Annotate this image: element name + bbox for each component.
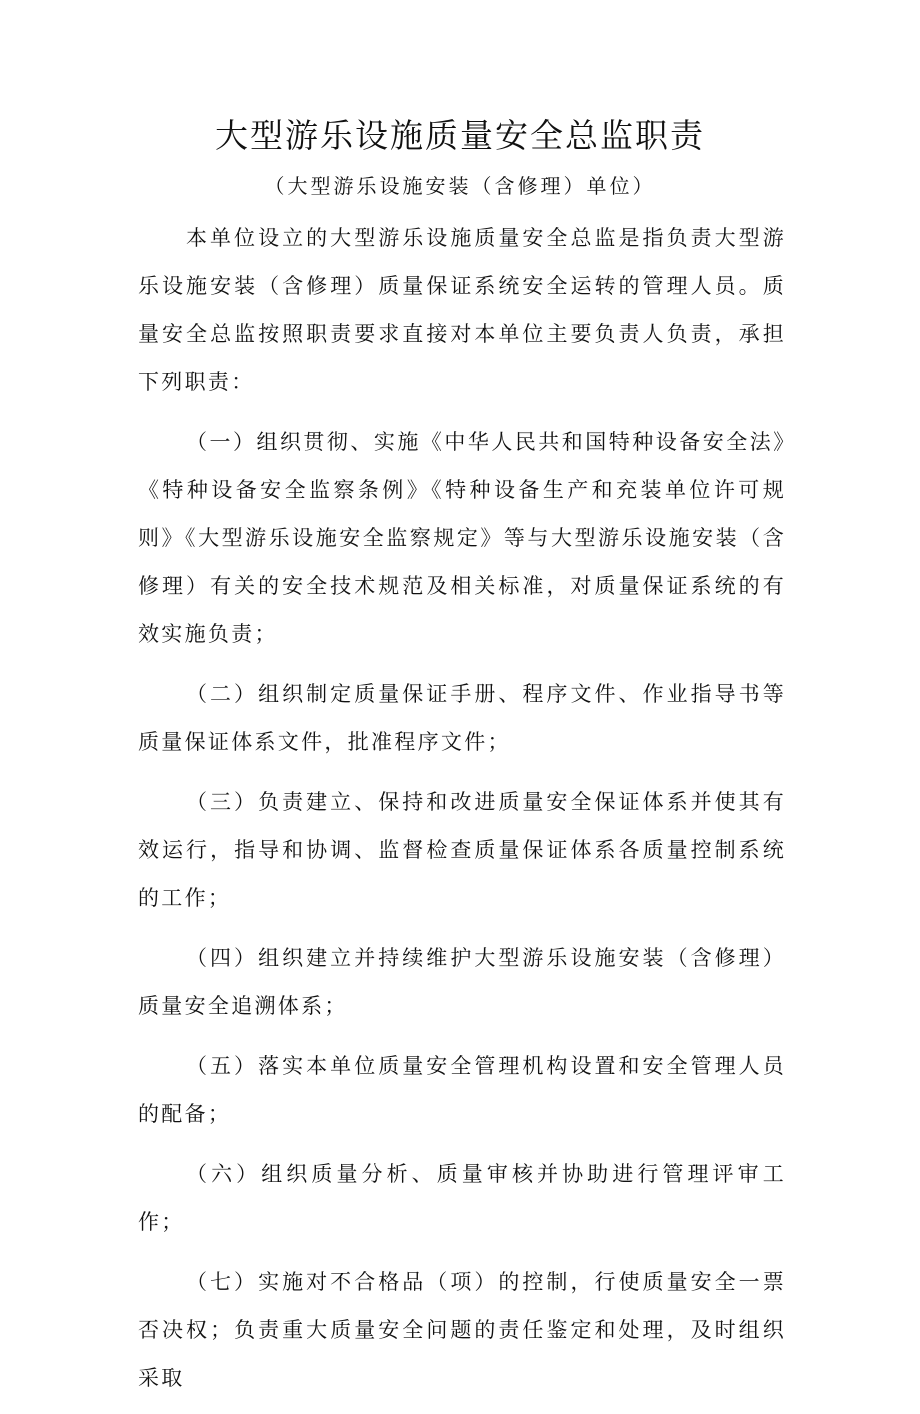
- duty-item-2: （二）组织制定质量保证手册、程序文件、作业指导书等质量保证体系文件，批准程序文件；: [138, 682, 786, 754]
- duty-item-5: （五）落实本单位质量安全管理机构设置和安全管理人员的配备；: [138, 1054, 786, 1126]
- intro-paragraph: 本单位设立的大型游乐设施质量安全总监是指负责大型游乐设施安装（含修理）质量保证系统安全运转的管理人员。质量安全总监按照职责要求直接对本单位主要负责人负责，承担下列职责：: [138, 226, 786, 394]
- duty-item-3: （三）负责建立、保持和改进质量安全保证体系并使其有效运行，指导和协调、监督检查质量保证体系各质量控制系统的工作；: [138, 790, 786, 910]
- duty-item-4: （四）组织建立并持续维护大型游乐设施安装（含修理）质量安全追溯体系；: [138, 946, 786, 1018]
- document-title: 大型游乐设施质量安全总监职责: [215, 116, 705, 155]
- duty-item-7: （七）实施对不合格品（项）的控制，行使质量安全一票否决权；负责重大质量安全问题的责任鉴定和处理，及时组织采取: [138, 1270, 786, 1390]
- duty-item-6: （六）组织质量分析、质量审核并协助进行管理评审工作；: [138, 1162, 786, 1234]
- document-body: [138, 214, 786, 1414]
- duty-item-1: （一）组织贯彻、实施《中华人民共和国特种设备安全法》《特种设备安全监察条例》《特种设备生产和充装单位许可规则》《大型游乐设施安全监察规定》等与大型游乐设施安装（含修理）有关的安全技术规范及相关标准，对质量保证系统的有效实施负责；: [138, 430, 786, 646]
- document-subtitle: （大型游乐设施安装（含修理）单位）: [264, 174, 656, 198]
